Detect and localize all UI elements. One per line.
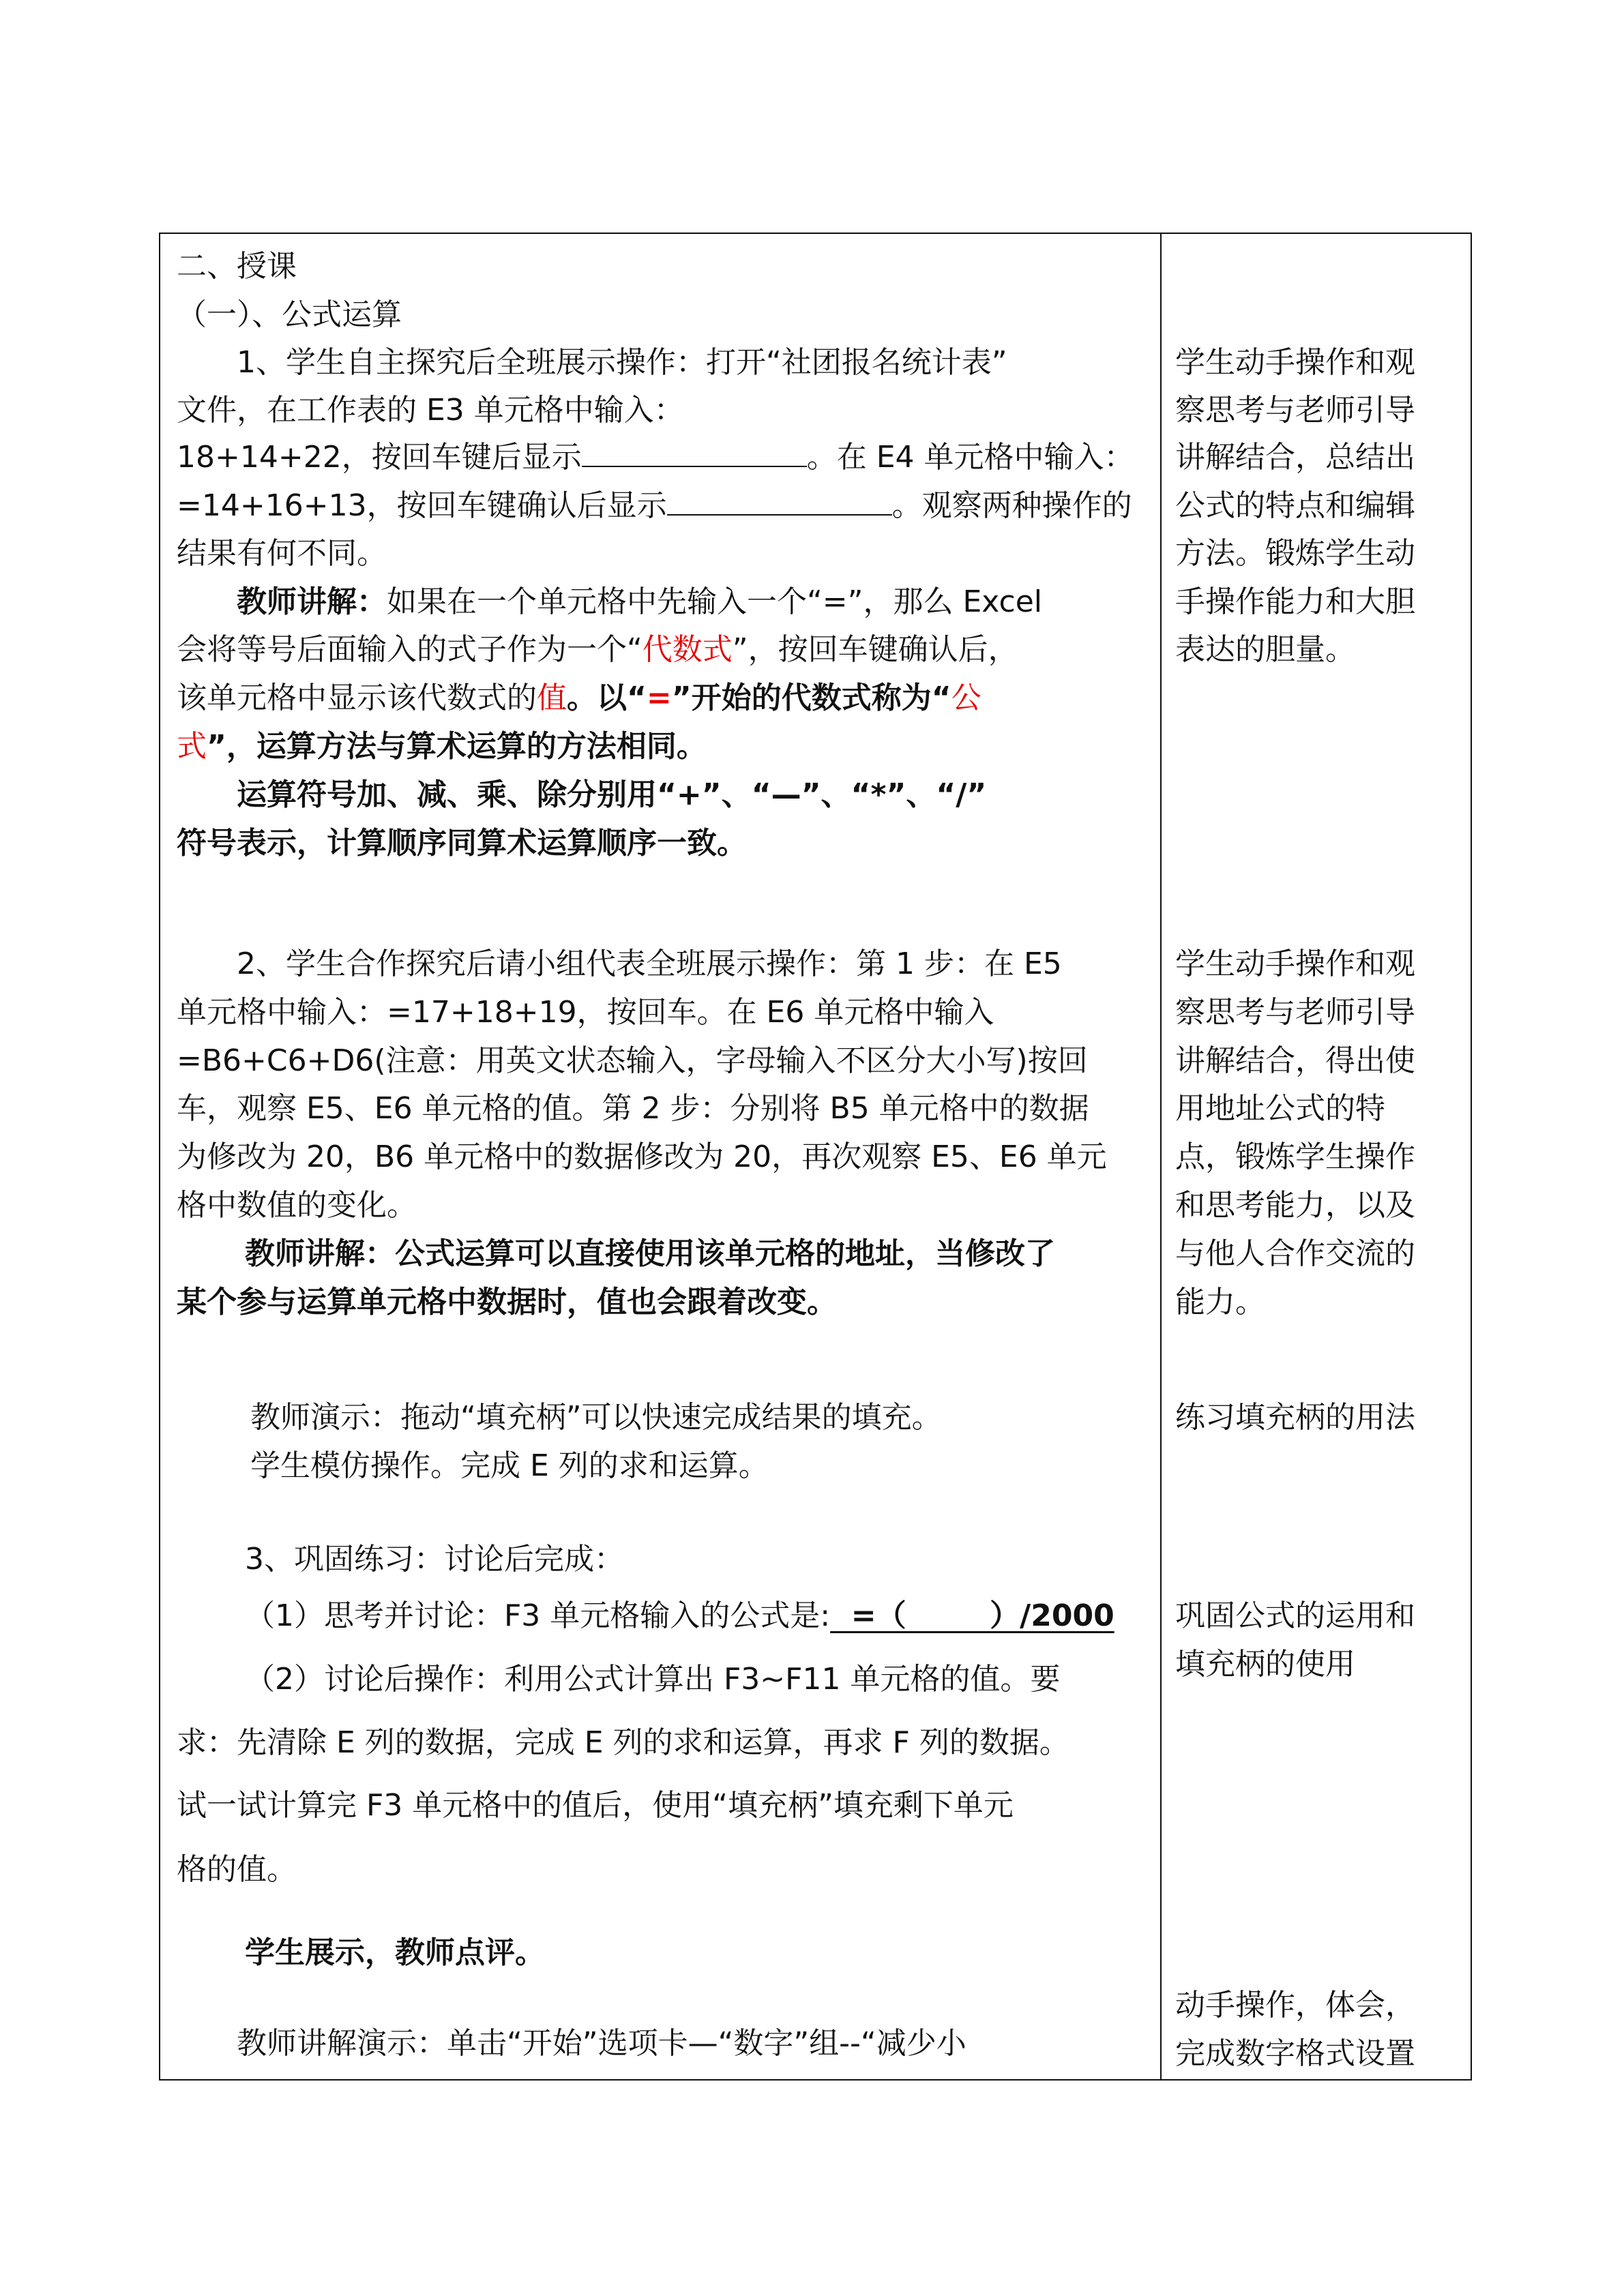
answer-blank-1[interactable] (582, 438, 807, 467)
section-heading: 二、授课 (177, 249, 297, 284)
side-note-1-line7: 表达的胆量。 (1175, 632, 1355, 667)
side-note-2-line8: 能力。 (1175, 1285, 1265, 1320)
part1-line3: 18+14+22，按回车键后显示 。在 E4 单元格中输入： (177, 440, 1134, 475)
side-note-1-line3: 讲解结合，总结出 (1175, 440, 1415, 475)
part1-line1: 1、学生自主探究后全班展示操作：打开“社团报名统计表” (237, 345, 1007, 380)
operators-line1: 运算符号加、减、乘、除分别用“+”、“—”、“*”、“/” (237, 777, 987, 812)
teacher-explain-2-line1: 教师讲解：公式运算可以直接使用该单元格的地址，当修改了 (245, 1236, 1055, 1271)
part2-line5: 为修改为 20，B6 单元格中的数据修改为 20，再次观察 E5、E6 单元 (177, 1139, 1107, 1174)
part2-line6: 格中数值的变化。 (177, 1188, 417, 1223)
part1-line2: 文件，在工作表的 E3 单元格中输入： (177, 393, 684, 428)
side-note-2-line6: 和思考能力，以及 (1175, 1188, 1415, 1223)
side-note-1-line2: 察思考与老师引导 (1175, 393, 1415, 428)
teacher-explain-1-line4: 式”，运算方法与算术运算的方法相同。 (177, 729, 707, 764)
column-divider (1160, 234, 1162, 2079)
answer-blank-2[interactable] (667, 487, 892, 516)
lesson-table (159, 233, 1472, 2081)
teacher-explain-1-line3: 该单元格中显示该代数式的值。以“=”开始的代数式称为“公 (177, 681, 981, 715)
side-note-2-line2: 察思考与老师引导 (1175, 995, 1415, 1030)
part2-line1: 2、学生合作探究后请小组代表全班展示操作：第 1 步：在 E5 (237, 946, 1062, 981)
side-note-5-line2: 完成数字格式设置 (1175, 2036, 1415, 2071)
side-note-2-line4: 用地址公式的特 (1175, 1091, 1385, 1126)
demo-line2: 学生模仿操作。完成 E 列的求和运算。 (250, 1448, 769, 1483)
question-2-line3: 试一试计算完 F3 单元格中的值后，使用“填充柄”填充剩下单元 (177, 1788, 1014, 1823)
part2-line3: =B6+C6+D6(注意：用英文状态输入，字母输入不区分大小写)按回 (177, 1043, 1088, 1078)
side-note-2-line5: 点，锻炼学生操作 (1175, 1139, 1415, 1174)
teacher-explain-1-line2: 会将等号后面输入的式子作为一个“代数式”，按回车键确认后， (177, 632, 1018, 667)
last-line: 教师讲解演示：单击“开始”选项卡—“数字”组--“减少小 (237, 2026, 966, 2061)
part2-line4: 车，观察 E5、E6 单元格的值。第 2 步：分别将 B5 单元格中的数据 (177, 1091, 1089, 1126)
side-note-2-line3: 讲解结合，得出使 (1175, 1043, 1415, 1078)
side-note-1-line5: 方法。锻炼学生动 (1175, 536, 1415, 571)
teacher-explain-2-line2: 某个参与运算单元格中数据时，值也会跟着改变。 (177, 1285, 837, 1320)
side-note-1-line4: 公式的特点和编辑 (1175, 488, 1415, 523)
side-note-4-line2: 填充柄的使用 (1175, 1647, 1355, 1682)
question-2-line1: （2）讨论后操作：利用公式计算出 F3~F11 单元格的值。要 (245, 1662, 1061, 1697)
question-2-line4: 格的值。 (177, 1852, 297, 1887)
side-note-4-line1: 巩固公式的运用和 (1175, 1598, 1415, 1633)
student-show-line: 学生展示，教师点评。 (245, 1935, 545, 1970)
part1-line4: =14+16+13，按回车键确认后显示 。观察两种操作的 (177, 488, 1132, 523)
demo-line1: 教师演示：拖动“填充柄”可以快速完成结果的填充。 (250, 1400, 942, 1435)
teacher-explain-1-line1: 教师讲解：如果在一个单元格中先输入一个“=”，那么 Excel (237, 584, 1042, 619)
side-note-1-line6: 手操作能力和大胆 (1175, 584, 1415, 619)
part3-line1: 3、巩固练习：讨论后完成： (245, 1542, 624, 1577)
side-note-1-line1: 学生动手操作和观 (1175, 345, 1415, 380)
side-note-3-line1: 练习填充柄的用法 (1175, 1400, 1415, 1435)
part1-line5: 结果有何不同。 (177, 536, 387, 571)
side-note-5-line1: 动手操作，体会， (1175, 1988, 1415, 2023)
side-note-2-line1: 学生动手操作和观 (1175, 946, 1415, 981)
operators-line2: 符号表示，计算顺序同算术运算顺序一致。 (177, 826, 747, 861)
question-1: （1）思考并讨论：F3 单元格输入的公式是: =（ ）/2000 (245, 1598, 1114, 1633)
subsection-heading: （一）、公式运算 (177, 297, 402, 332)
side-note-2-line7: 与他人合作交流的 (1175, 1236, 1415, 1271)
part2-line2: 单元格中输入：=17+18+19，按回车。在 E6 单元格中输入 (177, 995, 994, 1030)
question-2-line2: 求：先清除 E 列的数据，完成 E 列的求和运算，再求 F 列的数据。 (177, 1725, 1069, 1760)
